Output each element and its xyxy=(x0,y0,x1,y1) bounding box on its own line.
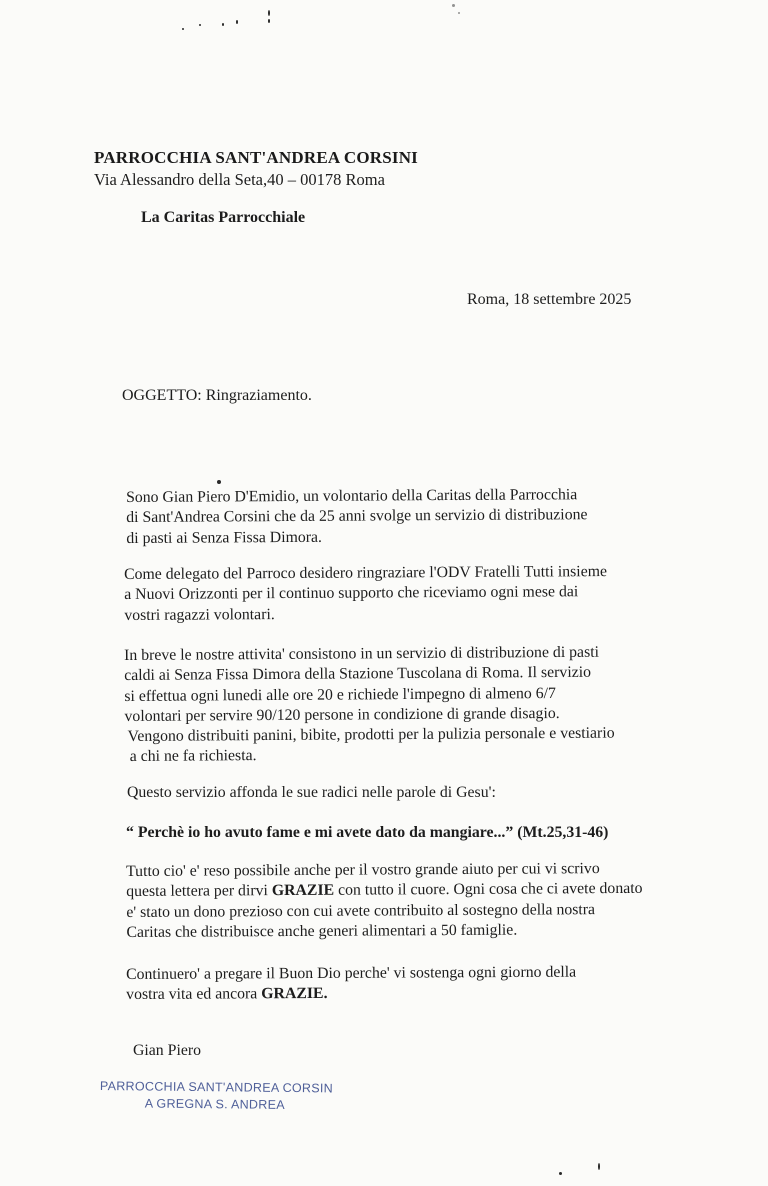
paragraph-line: Tutto cio' e' reso possibile anche per il vostro grande aiuto per cui vi scrivo xyxy=(126,860,600,880)
paragraph-line: Continuero' a pregare il Buon Dio perche' vi sostenga ogni giorno della xyxy=(126,963,577,983)
paragraph-intro xyxy=(126,485,588,549)
paragraph-line xyxy=(126,983,576,1006)
paragraph-line: caldi ai Senza Fissa Dimora della Stazione Tuscolana di Roma. Il servizio xyxy=(124,664,592,685)
scan-speck xyxy=(452,4,455,7)
date-line: Roma, 18 settembre 2025 xyxy=(467,291,632,308)
scan-speck xyxy=(199,24,201,26)
paragraph-line: a Nuovi Orizzonti per il continuo supporto che riceviamo ogni mese dai xyxy=(124,583,579,604)
parish-address: Via Alessandro della Seta,40 – 00178 Roma xyxy=(94,170,385,189)
paragraph-activities xyxy=(124,643,615,768)
paragraph-line: Come delegato del Parroco desidero ringraziare l'ODV Fratelli Tutti insieme xyxy=(124,563,608,583)
paragraph-line: volontari per servire 90/120 persone in condizione di grande disagio. xyxy=(124,704,560,725)
paragraph-text: questa lettera per dirvi xyxy=(126,882,272,901)
scan-speck xyxy=(182,28,184,30)
bible-quote: “ Perchè io ho avuto fame e mi avete dato da mangiare...” (Mt.25,31-46) xyxy=(126,824,609,841)
scan-speck xyxy=(268,19,270,23)
paragraph-line xyxy=(126,879,642,902)
paragraph-line: Sono Gian Piero D'Emidio, un volontario della Caritas della Parrocchia xyxy=(126,486,578,506)
scan-speck xyxy=(268,10,270,16)
quote-intro: Questo servizio affonda le sue radici nelle parole di Gesu': xyxy=(127,784,496,801)
paragraph-line: a chi ne fa richiesta. xyxy=(129,747,257,766)
paragraph-closing xyxy=(126,963,576,1006)
parish-stamp xyxy=(100,1079,333,1112)
paragraph-line: di pasti ai Senza Fissa Dimora. xyxy=(126,528,323,547)
paragraph-thanks xyxy=(124,562,607,626)
scan-speck xyxy=(458,12,460,14)
department-name: La Caritas Parrocchiale xyxy=(141,209,306,226)
paragraph-line: In breve le nostre attivita' consistono in un servizio di distribuzione di pasti xyxy=(124,643,600,664)
stamp-line: A GREGNA S. ANDREA xyxy=(144,1096,285,1112)
paragraph-line: vostri ragazzi volontari. xyxy=(124,605,275,624)
signature-name: Gian Piero xyxy=(133,1042,202,1059)
paragraph-gratitude xyxy=(126,859,643,943)
paragraph-line: si effettua ogni lunedi alle ore 20 e richiede l'impegno di almeno 6/7 xyxy=(124,684,556,705)
grazie-emphasis: GRAZIE. xyxy=(261,985,328,1003)
paragraph-line: e' stato un dono prezioso con cui avete contribuito al sostegno della nostra xyxy=(126,900,596,921)
paragraph-line: Vengono distribuiti panini, bibite, prodotti per la pulizia personale e vestiario xyxy=(127,724,615,746)
scan-speck xyxy=(236,20,238,24)
parish-name: PARROCCHIA SANT'ANDREA CORSINI xyxy=(94,148,419,167)
stamp-line: PARROCCHIA SANT'ANDREA CORSIN xyxy=(99,1079,334,1096)
paragraph-line: di Sant'Andrea Corsini che da 25 anni svolge un servizio di distribuzione xyxy=(126,506,588,527)
paragraph-text: con tutto il cuore. Ogni cosa che ci avete donato xyxy=(334,880,643,900)
scan-speck xyxy=(222,23,224,26)
paragraph-text: vostra vita ed ancora xyxy=(126,985,262,1004)
subject-line: OGGETTO: Ringraziamento. xyxy=(122,387,312,404)
scan-speck xyxy=(559,1172,562,1175)
scan-speck xyxy=(217,480,221,484)
grazie-emphasis: GRAZIE xyxy=(271,882,335,900)
paragraph-line: Caritas che distribuisce anche generi alimentari a 50 famiglie. xyxy=(126,921,518,941)
scan-speck xyxy=(598,1163,600,1170)
